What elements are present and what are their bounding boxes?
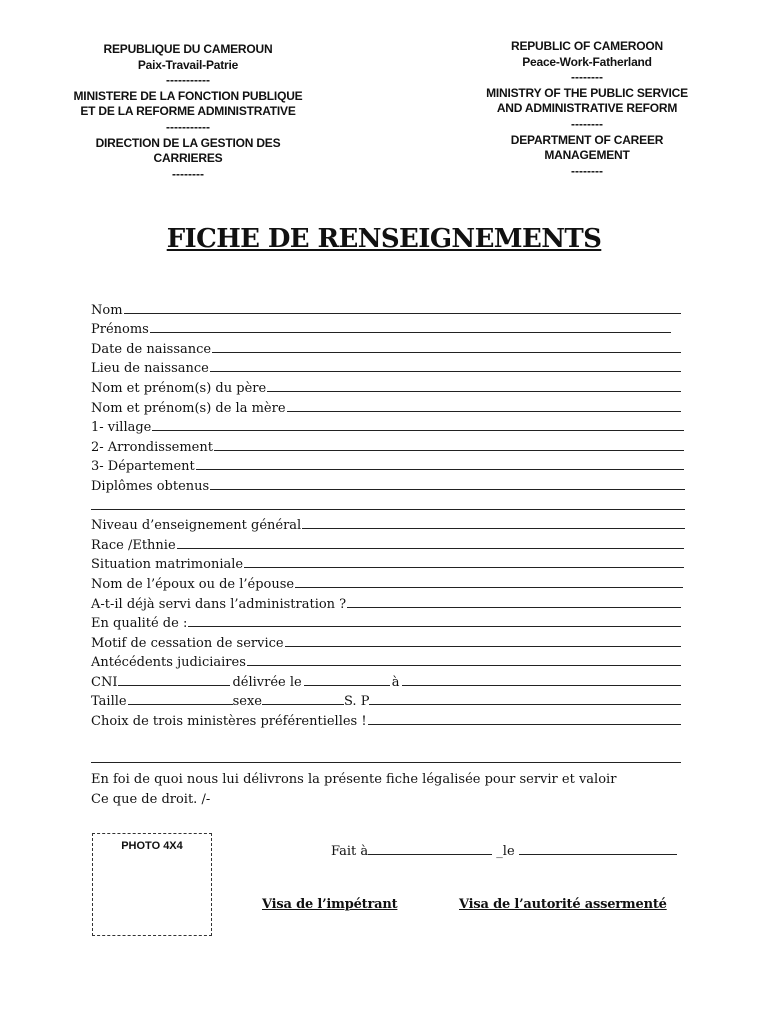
department-name-fr-line1: DIRECTION DE LA GESTION DES xyxy=(95,135,281,150)
fill-line[interactable] xyxy=(210,489,685,490)
fill-line[interactable] xyxy=(302,528,685,529)
field-label: Date de naissance xyxy=(91,341,212,357)
cni-place-line[interactable] xyxy=(402,685,682,686)
field-label: Nom de l’époux ou de l’épouse xyxy=(91,576,295,592)
fill-line[interactable] xyxy=(244,567,684,568)
fill-line[interactable] xyxy=(368,724,681,725)
field-label: Race /Ethnie xyxy=(91,537,176,553)
ministry-name-fr-line1: MINISTERE DE LA FONCTION PUBLIQUE xyxy=(73,88,303,103)
form-title: FICHE DE RENSEIGNEMENTS xyxy=(166,224,602,254)
sp-line[interactable] xyxy=(369,704,681,705)
field-label: Motif de cessation de service xyxy=(91,635,284,651)
field-prenoms[interactable] xyxy=(91,318,681,338)
field-cni[interactable] xyxy=(91,670,681,690)
fill-line[interactable] xyxy=(177,548,684,549)
ministry-name-en-line1: MINISTRY OF THE PUBLIC SERVICE xyxy=(486,85,688,100)
fill-line[interactable] xyxy=(214,450,684,451)
field-label: à xyxy=(391,674,400,690)
separator: ----------- xyxy=(166,119,210,134)
field-antecedents[interactable] xyxy=(91,651,681,671)
fill-line[interactable] xyxy=(91,762,681,763)
department-name-en-line1: DEPARTMENT OF CAREER xyxy=(510,132,664,147)
fill-line[interactable] xyxy=(295,587,683,588)
field-label: Prénoms xyxy=(91,322,149,338)
separator: -------- xyxy=(571,116,603,131)
photo-label: PHOTO 4X4 xyxy=(121,840,183,852)
field-servi[interactable] xyxy=(91,592,681,612)
form-fields xyxy=(91,298,681,767)
fill-line[interactable] xyxy=(152,430,684,431)
taille-line[interactable] xyxy=(128,703,233,705)
field-label: 3- Département xyxy=(91,459,195,475)
department-name-en-line2: MANAGEMENT xyxy=(544,148,630,163)
field-race[interactable] xyxy=(91,533,681,553)
field-choix[interactable] xyxy=(91,709,681,729)
field-label: CNI xyxy=(91,674,118,690)
field-label: Diplômes obtenus xyxy=(91,478,210,494)
field-choix-continued[interactable] xyxy=(91,729,681,767)
fill-line[interactable] xyxy=(247,665,681,666)
fait-a-le xyxy=(331,839,677,859)
closing-statement xyxy=(91,770,616,810)
field-lieu-naissance[interactable] xyxy=(91,357,681,377)
field-label: A-t-il déjà servi dans l’administration ? xyxy=(91,596,347,612)
field-departement[interactable] xyxy=(91,455,681,475)
separator: ----------- xyxy=(166,73,210,88)
field-date-naissance[interactable] xyxy=(91,337,681,357)
field-label: Taille xyxy=(91,694,127,710)
field-diplomes[interactable] xyxy=(91,474,681,494)
cni-number-line[interactable] xyxy=(118,684,230,686)
ministry-name-fr-line2: ET DE LA REFORME ADMINISTRATIVE xyxy=(80,104,296,119)
fill-line[interactable] xyxy=(91,509,685,510)
field-label: 2- Arrondissement xyxy=(91,439,213,455)
field-qualite[interactable] xyxy=(91,612,681,632)
field-nom[interactable] xyxy=(91,298,681,318)
field-epoux[interactable] xyxy=(91,572,681,592)
fill-line[interactable] xyxy=(212,352,681,353)
field-label: En qualité de : xyxy=(91,616,188,632)
closing-line-2: Ce que de droit. /- xyxy=(91,792,211,807)
fill-line[interactable] xyxy=(188,626,681,627)
closing-line-1: En foi de quoi nous lui délivrons la présente fiche légalisée pour servir et valoir xyxy=(91,772,617,787)
field-label: 1- village xyxy=(91,420,152,436)
country-name-en: REPUBLIC OF CAMEROON xyxy=(510,39,663,53)
separator: -------- xyxy=(571,163,603,178)
fill-line[interactable] xyxy=(347,607,681,608)
le-line[interactable] xyxy=(519,854,677,855)
le-label: _le xyxy=(492,844,519,859)
visa-autorite: Visa de l’autorité assermenté xyxy=(459,897,667,912)
field-diplomes-continued[interactable] xyxy=(91,494,681,514)
department-name-fr-line2: CARRIERES xyxy=(153,151,223,166)
field-arrondissement[interactable] xyxy=(91,435,681,455)
visa-impetrant: Visa de l’impétrant xyxy=(262,897,398,912)
field-village[interactable] xyxy=(91,416,681,436)
header-left xyxy=(40,42,336,182)
fill-line[interactable] xyxy=(196,469,684,470)
field-situation[interactable] xyxy=(91,553,681,573)
fill-line[interactable] xyxy=(150,332,671,333)
field-label: Antécédents judiciaires xyxy=(91,655,246,671)
field-label: Choix de trois ministères préférentielles ! xyxy=(91,714,367,730)
fill-line[interactable] xyxy=(124,313,681,314)
field-label: sexe xyxy=(232,694,262,710)
sexe-line[interactable] xyxy=(262,703,344,705)
field-label: Lieu de naissance xyxy=(91,361,209,377)
separator: -------- xyxy=(172,166,204,181)
photo-box[interactable] xyxy=(92,833,212,936)
fill-line[interactable] xyxy=(210,371,681,372)
fait-a-line[interactable] xyxy=(368,854,492,855)
fill-line[interactable] xyxy=(267,391,681,392)
ministry-name-en-line2: AND ADMINISTRATIVE REFORM xyxy=(496,101,678,116)
fait-a-label: Fait à xyxy=(331,844,369,859)
field-taille[interactable] xyxy=(91,690,681,710)
header-right xyxy=(458,39,716,179)
motto-fr: Paix-Travail-Patrie xyxy=(137,57,239,72)
field-mere[interactable] xyxy=(91,396,681,416)
separator: -------- xyxy=(571,70,603,85)
field-label: Situation matrimoniale xyxy=(91,557,244,573)
fill-line[interactable] xyxy=(287,411,681,412)
field-pere[interactable] xyxy=(91,376,681,396)
field-label: Nom xyxy=(91,302,123,318)
field-label: S. P xyxy=(343,694,370,710)
motto-en: Peace-Work-Fatherland xyxy=(522,54,652,69)
fill-line[interactable] xyxy=(285,646,681,647)
field-niveau[interactable] xyxy=(91,514,681,534)
field-motif[interactable] xyxy=(91,631,681,651)
country-name-fr: REPUBLIQUE DU CAMEROUN xyxy=(103,42,273,56)
cni-date-line[interactable] xyxy=(304,684,390,686)
field-label: Nom et prénom(s) de la mère xyxy=(91,400,286,416)
field-label: délivrée le xyxy=(232,674,302,690)
field-label: Niveau d’enseignement général xyxy=(91,518,302,534)
field-label: Nom et prénom(s) du père xyxy=(91,380,267,396)
